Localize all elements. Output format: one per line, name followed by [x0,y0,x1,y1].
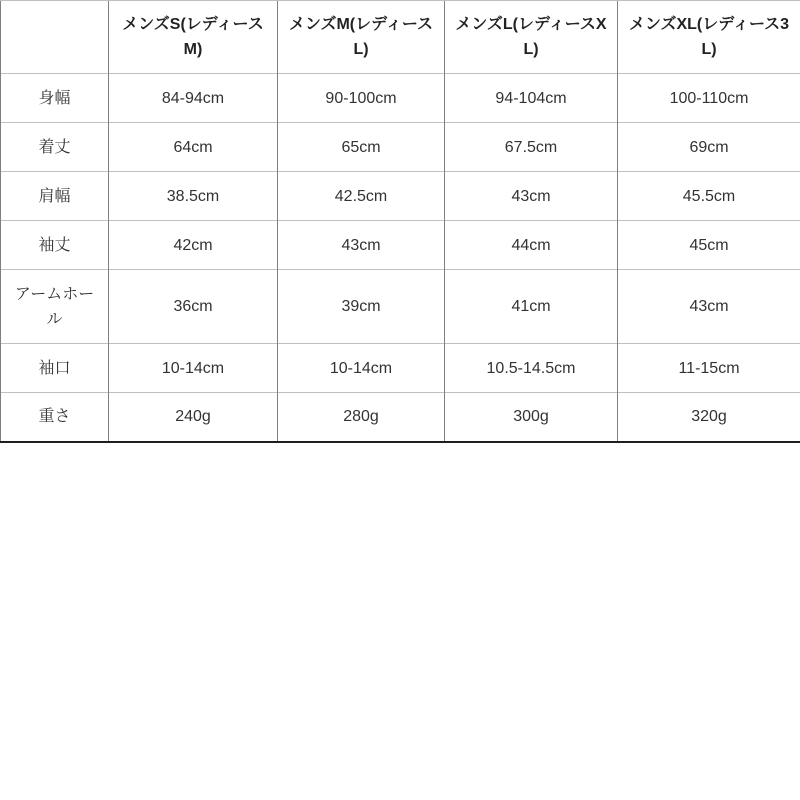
table-cell: 100-110cm [618,74,800,123]
row-label: 身幅 [1,74,109,123]
column-header-mens-s: メンズS(レディースM) [109,1,278,74]
table-cell: 94-104cm [445,74,618,123]
table-cell: 10-14cm [278,344,445,393]
table-cell: 39cm [278,270,445,344]
table-cell: 300g [445,393,618,442]
table-row-armhole [1,270,800,344]
corner-cell [1,1,109,74]
table-cell: 320g [618,393,800,442]
table-cell: 69cm [618,123,800,172]
table-cell: 240g [109,393,278,442]
table-row-shoulder-width [1,172,800,221]
empty-area [0,443,800,800]
table-cell: 11-15cm [618,344,800,393]
row-label: アームホール [1,270,109,344]
column-header-mens-xl: メンズXL(レディース3L) [618,1,800,74]
table-cell: 65cm [278,123,445,172]
column-header-mens-m: メンズM(レディースL) [278,1,445,74]
row-label: 袖丈 [1,221,109,270]
table-cell: 38.5cm [109,172,278,221]
table-row-sleeve-length [1,221,800,270]
table-cell: 43cm [445,172,618,221]
table-cell: 42.5cm [278,172,445,221]
table-cell: 84-94cm [109,74,278,123]
table-cell: 64cm [109,123,278,172]
table-row-cuff [1,344,800,393]
table-row-weight [1,393,800,442]
table-cell: 43cm [618,270,800,344]
column-header-mens-l: メンズL(レディースXL) [445,1,618,74]
table-cell: 42cm [109,221,278,270]
table-cell: 10-14cm [109,344,278,393]
row-label: 重さ [1,393,109,442]
row-label: 袖口 [1,344,109,393]
row-label: 肩幅 [1,172,109,221]
table-row-body-width [1,74,800,123]
table-cell: 280g [278,393,445,442]
table-cell: 36cm [109,270,278,344]
table-cell: 67.5cm [445,123,618,172]
table-cell: 90-100cm [278,74,445,123]
row-label: 着丈 [1,123,109,172]
table-cell: 44cm [445,221,618,270]
header-row [1,1,800,74]
table-row-length [1,123,800,172]
table-cell: 10.5-14.5cm [445,344,618,393]
table-cell: 45cm [618,221,800,270]
table-cell: 43cm [278,221,445,270]
table-cell: 41cm [445,270,618,344]
table-cell: 45.5cm [618,172,800,221]
